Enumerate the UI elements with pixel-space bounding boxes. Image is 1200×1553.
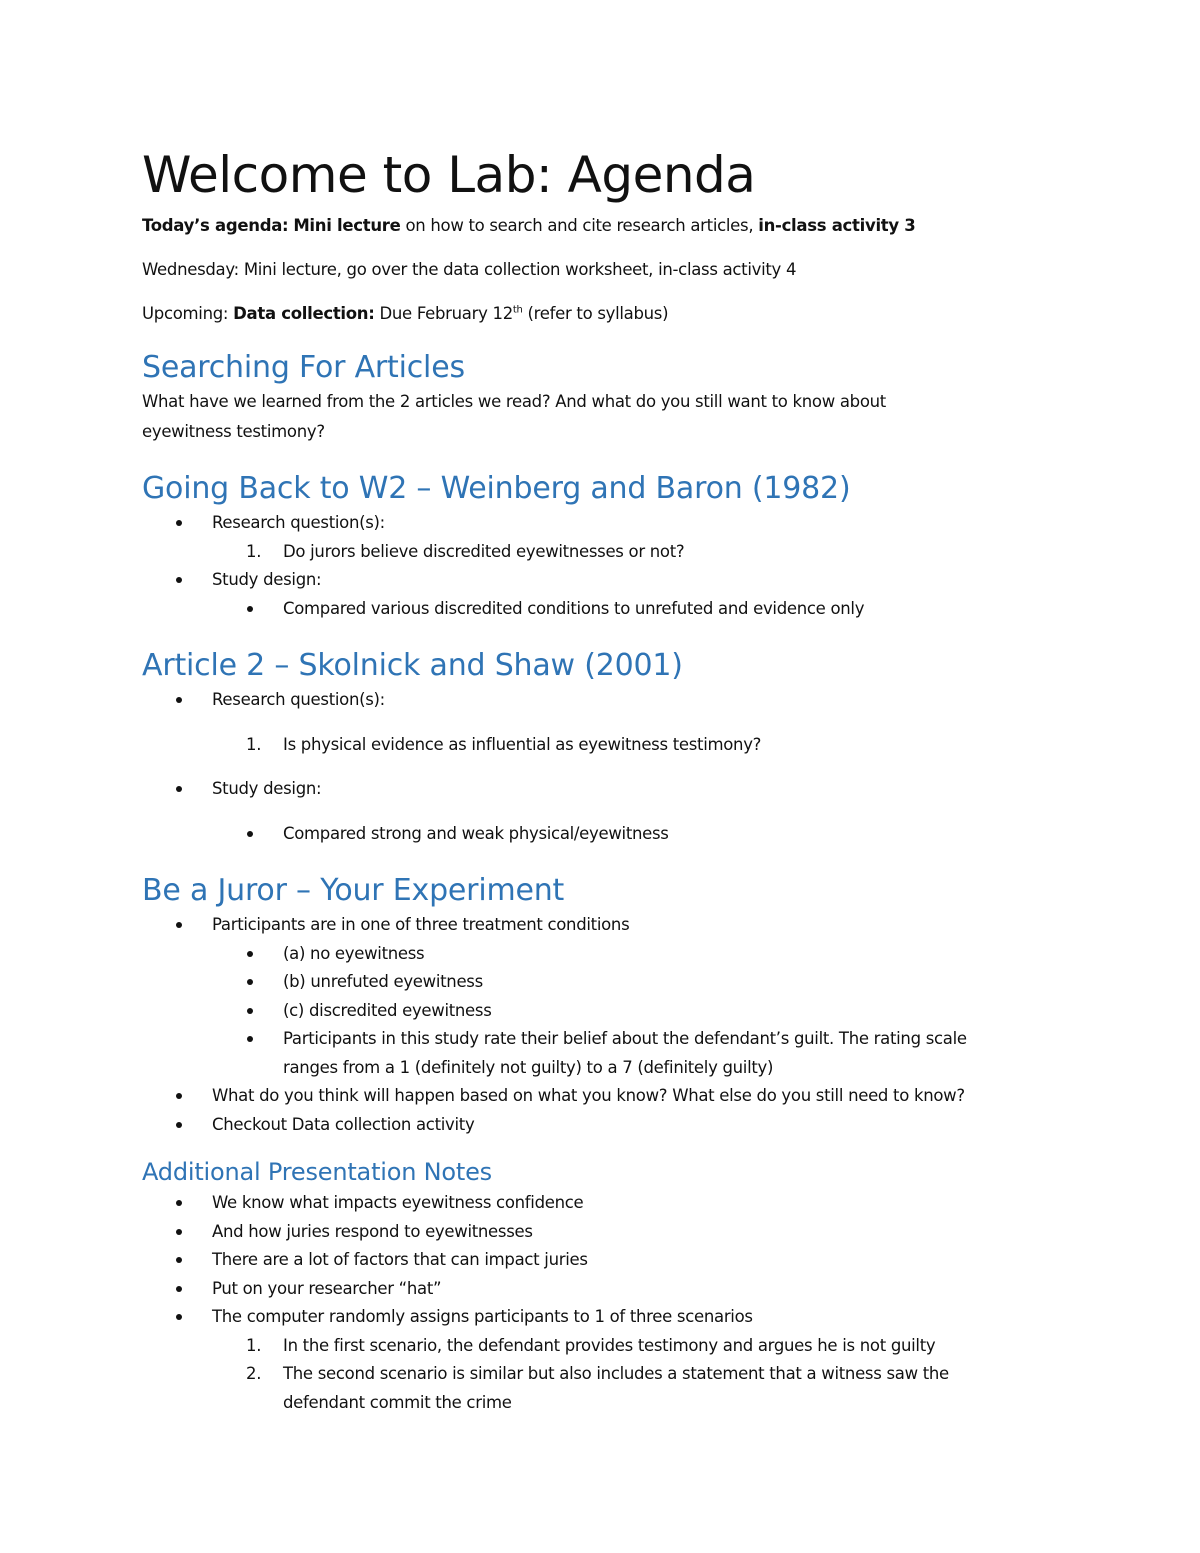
list-item: There are a lot of factors that can impact juries bbox=[142, 1246, 1062, 1275]
document-body bbox=[142, 140, 1062, 1417]
agenda-today: Today’s agenda: Mini lecture on how to search and cite research articles, in-class activity 3 bbox=[142, 216, 916, 235]
heading-notes: Additional Presentation Notes bbox=[142, 1158, 492, 1186]
juror-list bbox=[142, 911, 1062, 1139]
page-title: Welcome to Lab: Agenda bbox=[142, 146, 756, 204]
list-item: 2. The second scenario is similar but also includes a statement that a witness saw the defendant commit the crime bbox=[246, 1364, 949, 1412]
list-item: Compared various discredited conditions to unrefuted and evidence only bbox=[142, 595, 1062, 624]
list-item: (c) discredited eyewitness bbox=[142, 997, 1062, 1026]
heading-article2: Article 2 – Skolnick and Shaw (2001) bbox=[142, 648, 683, 683]
list-item: What do you think will happen based on what you know? What else do you still need to know? bbox=[142, 1082, 1062, 1111]
searching-text-line1: What have we learned from the 2 articles we read? And what do you still want to know about bbox=[142, 392, 886, 411]
notes-list bbox=[142, 1189, 1062, 1417]
w2-list bbox=[142, 509, 1062, 623]
heading-searching: Searching For Articles bbox=[142, 350, 465, 385]
list-item: Participants are in one of three treatment conditions bbox=[142, 911, 1062, 940]
agenda-wednesday: Wednesday: Mini lecture, go over the data collection worksheet, in-class activity 4 bbox=[142, 260, 797, 279]
searching-text-line2: eyewitness testimony? bbox=[142, 422, 325, 441]
heading-juror: Be a Juror – Your Experiment bbox=[142, 873, 565, 908]
list-item: Checkout Data collection activity bbox=[142, 1111, 1062, 1140]
list-item: (a) no eyewitness bbox=[142, 940, 1062, 969]
list-item: The computer randomly assigns participants to 1 of three scenarios bbox=[142, 1303, 1062, 1332]
heading-w2: Going Back to W2 – Weinberg and Baron (1982) bbox=[142, 471, 851, 506]
list-item: And how juries respond to eyewitnesses bbox=[142, 1218, 1062, 1247]
agenda-upcoming: Upcoming: Data collection: Due February 12th (refer to syllabus) bbox=[142, 304, 669, 323]
list-item: We know what impacts eyewitness confidence bbox=[142, 1189, 1062, 1218]
list-item: (b) unrefuted eyewitness bbox=[142, 968, 1062, 997]
list-item: Research question(s): bbox=[142, 686, 1062, 715]
list-item: 1. Do jurors believe discredited eyewitnesses or not? bbox=[246, 541, 685, 561]
list-item: Research question(s): bbox=[142, 509, 1062, 538]
article2-list bbox=[142, 686, 1062, 848]
list-item: Compared strong and weak physical/eyewitness bbox=[142, 820, 1062, 849]
list-item: Study design: bbox=[142, 566, 1062, 595]
list-item: 1. In the first scenario, the defendant provides testimony and argues he is not guilty bbox=[246, 1335, 936, 1355]
list-item: Put on your researcher “hat” bbox=[142, 1275, 1062, 1304]
list-item: Study design: bbox=[142, 775, 1062, 804]
list-item: 1. Is physical evidence as influential as eyewitness testimony? bbox=[246, 734, 762, 754]
list-item: Participants in this study rate their belief about the defendant’s guilt. The rating scale ranges from a 1 (definitely not guilty) to a 7 (definitely guilty) bbox=[142, 1025, 1062, 1082]
